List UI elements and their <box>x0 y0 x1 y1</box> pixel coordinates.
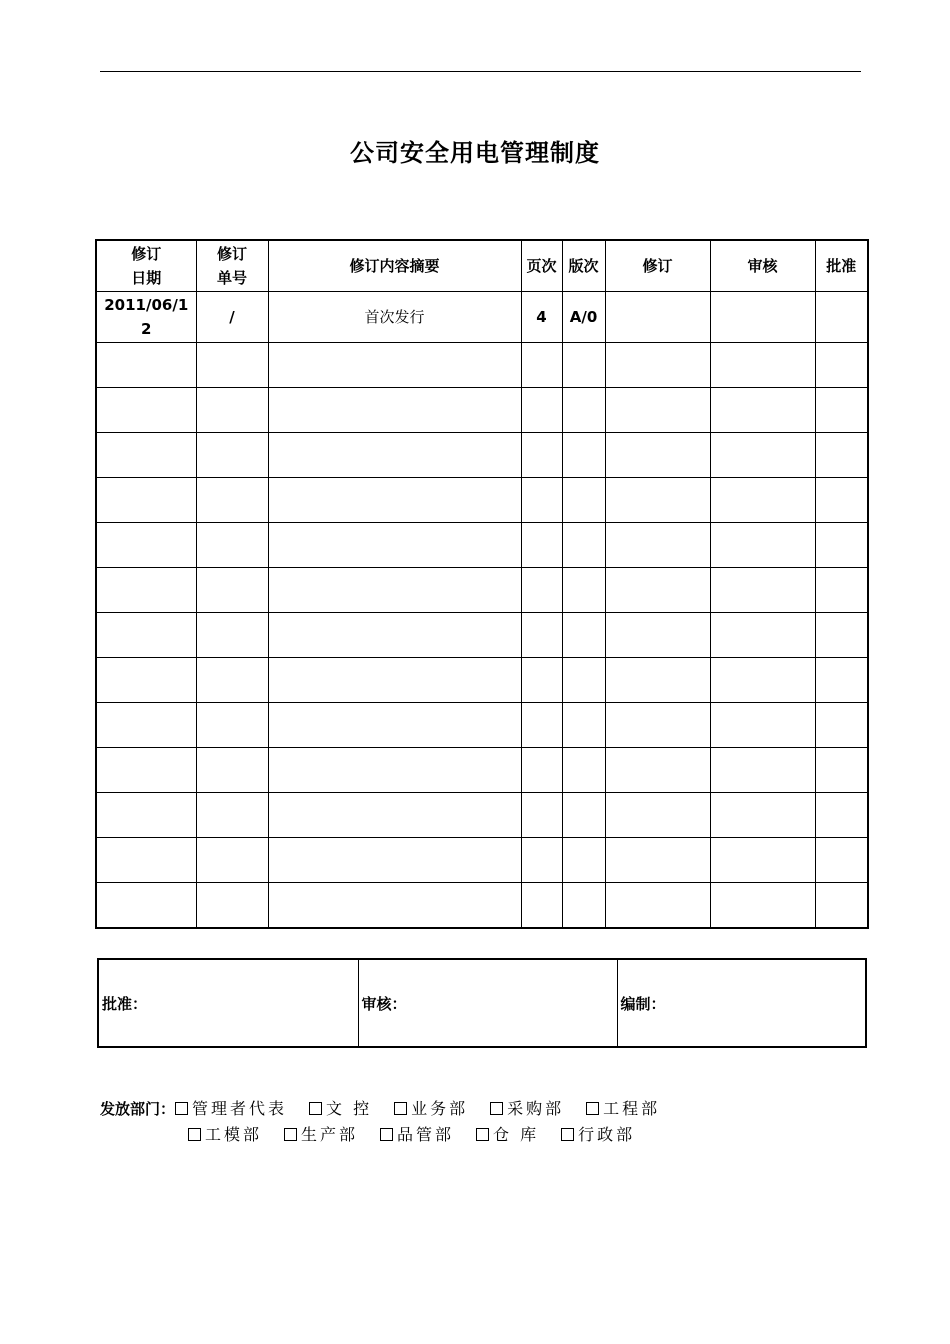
distribution-option[interactable]: 仓 库 <box>476 1125 539 1144</box>
table-cell <box>196 388 268 433</box>
table-cell <box>605 883 710 929</box>
distribution-line-1 <box>100 1096 682 1122</box>
table-cell <box>521 523 562 568</box>
table-cell: 4 <box>521 292 562 343</box>
table-cell <box>96 703 196 748</box>
header-cell: 修订 单号 <box>196 240 268 292</box>
header-rule <box>100 71 861 72</box>
table-cell <box>196 748 268 793</box>
table-cell <box>96 343 196 388</box>
table-cell <box>96 568 196 613</box>
checkbox-icon[interactable] <box>476 1128 489 1141</box>
table-cell <box>521 883 562 929</box>
signature-table <box>97 958 867 1048</box>
table-cell <box>268 838 521 883</box>
table-cell: / <box>196 292 268 343</box>
table-cell <box>268 343 521 388</box>
prepare-cell: 编制： <box>617 959 866 1047</box>
table-row <box>96 883 868 929</box>
table-cell <box>196 883 268 929</box>
checkbox-icon[interactable] <box>586 1102 599 1115</box>
table-cell <box>710 748 815 793</box>
distribution-option[interactable]: 工模部 <box>188 1125 262 1144</box>
table-cell <box>562 343 605 388</box>
table-cell <box>815 343 868 388</box>
table-cell <box>196 658 268 703</box>
table-cell <box>815 793 868 838</box>
table-cell <box>196 523 268 568</box>
table-row <box>96 748 868 793</box>
table-cell <box>815 613 868 658</box>
table-cell <box>710 793 815 838</box>
table-cell <box>562 703 605 748</box>
table-cell <box>815 523 868 568</box>
table-cell <box>710 478 815 523</box>
header-cell: 版次 <box>562 240 605 292</box>
table-row <box>96 388 868 433</box>
table-cell <box>562 613 605 658</box>
table-row <box>96 613 868 658</box>
checkbox-icon[interactable] <box>380 1128 393 1141</box>
table-cell <box>562 568 605 613</box>
table-cell <box>605 568 710 613</box>
table-cell <box>268 703 521 748</box>
table-cell <box>96 523 196 568</box>
table-cell <box>605 523 710 568</box>
table-cell <box>605 613 710 658</box>
table-cell <box>710 343 815 388</box>
table-cell <box>815 568 868 613</box>
table-cell <box>562 793 605 838</box>
table-cell <box>710 523 815 568</box>
table-cell <box>605 658 710 703</box>
table-cell <box>710 658 815 703</box>
table-cell <box>710 838 815 883</box>
table-cell <box>605 343 710 388</box>
header-cell: 页次 <box>521 240 562 292</box>
header-cell: 批准 <box>815 240 868 292</box>
table-cell <box>521 658 562 703</box>
table-row <box>96 838 868 883</box>
table-cell <box>710 388 815 433</box>
table-cell <box>605 433 710 478</box>
table-cell <box>521 388 562 433</box>
table-row <box>96 658 868 703</box>
table-cell <box>605 793 710 838</box>
checkbox-icon[interactable] <box>561 1128 574 1141</box>
table-cell <box>196 568 268 613</box>
review-cell: 审核： <box>358 959 617 1047</box>
table-cell <box>96 388 196 433</box>
table-row <box>96 703 868 748</box>
distribution-option[interactable]: 行政部 <box>561 1125 635 1144</box>
table-cell <box>96 793 196 838</box>
table-cell <box>521 838 562 883</box>
table-cell <box>815 658 868 703</box>
table-cell <box>815 478 868 523</box>
table-cell <box>562 883 605 929</box>
table-cell <box>268 658 521 703</box>
table-cell <box>96 883 196 929</box>
revision-table <box>95 239 869 929</box>
table-cell <box>521 613 562 658</box>
distribution-list <box>100 1096 682 1147</box>
table-row <box>96 433 868 478</box>
table-cell: 首次发行 <box>268 292 521 343</box>
table-cell <box>268 478 521 523</box>
table-cell <box>196 478 268 523</box>
document-title: 公司安全用电管理制度 <box>350 139 600 167</box>
distribution-option[interactable]: 采购部 <box>490 1099 564 1118</box>
table-cell <box>815 292 868 343</box>
table-cell <box>521 433 562 478</box>
table-cell <box>710 568 815 613</box>
checkbox-icon[interactable] <box>394 1102 407 1115</box>
table-cell <box>562 478 605 523</box>
table-cell <box>268 613 521 658</box>
table-cell <box>521 703 562 748</box>
table-cell <box>268 523 521 568</box>
table-cell <box>562 523 605 568</box>
table-row <box>96 343 868 388</box>
table-cell <box>96 433 196 478</box>
distribution-option[interactable]: 管理者代表 <box>175 1099 287 1118</box>
table-cell <box>268 793 521 838</box>
table-cell <box>96 478 196 523</box>
table-cell <box>96 658 196 703</box>
table-cell <box>710 703 815 748</box>
distribution-option[interactable]: 生产部 <box>284 1125 358 1144</box>
table-row <box>96 568 868 613</box>
table-cell <box>96 748 196 793</box>
table-cell <box>815 703 868 748</box>
table-row <box>96 793 868 838</box>
table-cell <box>268 883 521 929</box>
table-cell: 2011/06/1 2 <box>96 292 196 343</box>
distribution-line-2 <box>100 1122 682 1147</box>
table-cell <box>268 433 521 478</box>
checkbox-icon[interactable] <box>188 1128 201 1141</box>
table-cell <box>521 793 562 838</box>
distribution-label: 发放部门： <box>100 1100 176 1118</box>
table-cell <box>815 883 868 929</box>
table-cell <box>605 478 710 523</box>
table-cell <box>605 838 710 883</box>
table-cell <box>521 478 562 523</box>
table-cell <box>815 748 868 793</box>
header-cell: 审核 <box>710 240 815 292</box>
table-cell <box>268 388 521 433</box>
table-row <box>96 292 868 343</box>
table-cell <box>196 343 268 388</box>
table-cell <box>815 838 868 883</box>
table-cell <box>710 613 815 658</box>
distribution-option[interactable]: 工程部 <box>586 1099 660 1118</box>
table-cell <box>710 433 815 478</box>
revision-header-row <box>96 240 868 292</box>
distribution-option[interactable]: 业务部 <box>394 1099 468 1118</box>
checkbox-icon[interactable] <box>175 1102 188 1115</box>
table-cell <box>605 748 710 793</box>
table-cell <box>562 838 605 883</box>
checkbox-icon[interactable] <box>284 1128 297 1141</box>
table-cell <box>196 793 268 838</box>
table-cell <box>196 703 268 748</box>
checkbox-icon[interactable] <box>309 1102 322 1115</box>
table-cell: A/0 <box>562 292 605 343</box>
table-cell <box>268 568 521 613</box>
table-cell <box>521 343 562 388</box>
table-cell <box>96 838 196 883</box>
header-cell: 修订 日期 <box>96 240 196 292</box>
table-cell <box>605 703 710 748</box>
checkbox-icon[interactable] <box>490 1102 503 1115</box>
table-cell <box>562 388 605 433</box>
table-cell <box>815 388 868 433</box>
table-cell <box>562 433 605 478</box>
table-cell <box>562 748 605 793</box>
table-cell <box>562 658 605 703</box>
table-cell <box>710 883 815 929</box>
distribution-option[interactable]: 品管部 <box>380 1125 454 1144</box>
table-cell <box>196 433 268 478</box>
table-cell <box>605 388 710 433</box>
approve-cell: 批准： <box>98 959 358 1047</box>
table-row <box>96 478 868 523</box>
table-row <box>96 523 868 568</box>
table-cell <box>196 838 268 883</box>
header-cell: 修订内容摘要 <box>268 240 521 292</box>
table-cell <box>815 433 868 478</box>
table-cell <box>268 748 521 793</box>
header-cell: 修订 <box>605 240 710 292</box>
distribution-option[interactable]: 文 控 <box>309 1099 372 1118</box>
table-cell <box>196 613 268 658</box>
table-cell <box>96 613 196 658</box>
table-cell <box>521 568 562 613</box>
table-cell <box>710 292 815 343</box>
table-cell <box>521 748 562 793</box>
table-cell <box>605 292 710 343</box>
